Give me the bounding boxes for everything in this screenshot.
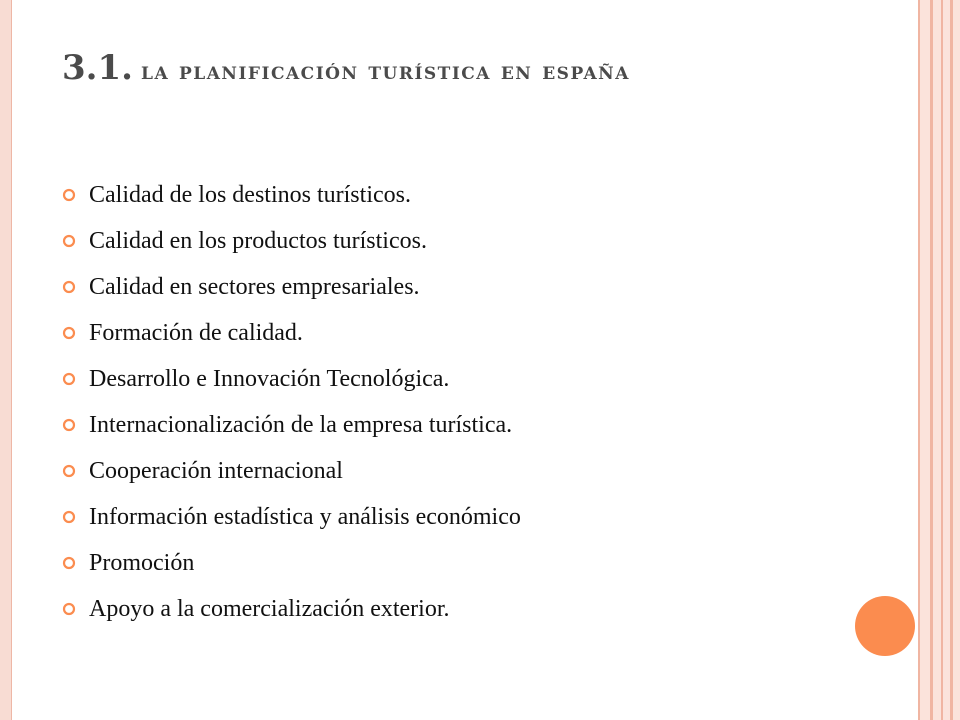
bullet-text: Información estadística y análisis económico — [89, 503, 521, 530]
bullet-item — [62, 494, 882, 540]
bullet-text: Formación de calidad. — [89, 319, 303, 346]
bullet-text: Desarrollo e Innovación Tecnológica. — [89, 365, 450, 392]
open-circle-bullet-icon — [62, 418, 76, 432]
right-stripe — [918, 0, 920, 720]
bullet-list — [62, 172, 882, 632]
open-circle-bullet-icon — [62, 280, 76, 294]
right-stripe — [930, 0, 933, 720]
open-circle-bullet-icon — [62, 234, 76, 248]
bullet-text: Calidad en los productos turísticos. — [89, 227, 427, 254]
bullet-text: Promoción — [89, 549, 195, 576]
left-border-decoration — [0, 0, 12, 720]
bullet-item — [62, 218, 882, 264]
open-circle-bullet-icon — [62, 464, 76, 478]
right-border-decoration — [918, 0, 960, 720]
open-circle-bullet-icon — [62, 188, 76, 202]
bullet-text: Apoyo a la comercialización exterior. — [89, 595, 450, 622]
bullet-item — [62, 402, 882, 448]
bullet-item — [62, 448, 882, 494]
open-circle-bullet-icon — [62, 326, 76, 340]
open-circle-bullet-icon — [62, 372, 76, 386]
open-circle-bullet-icon — [62, 556, 76, 570]
bullet-item — [62, 356, 882, 402]
open-circle-bullet-icon — [62, 602, 76, 616]
bullet-item — [62, 264, 882, 310]
right-stripe — [941, 0, 943, 720]
bullet-item — [62, 172, 882, 218]
bullet-item — [62, 310, 882, 356]
slide-title — [62, 44, 842, 98]
title-number: 3.1. — [62, 48, 133, 88]
title-text: la planificación turística en españa — [141, 56, 630, 85]
bullet-item — [62, 586, 882, 632]
bullet-text: Internacionalización de la empresa turística. — [89, 411, 513, 438]
bullet-text: Calidad de los destinos turísticos. — [89, 181, 411, 208]
open-circle-bullet-icon — [62, 510, 76, 524]
right-stripe — [950, 0, 953, 720]
bullet-item — [62, 540, 882, 586]
bullet-text: Cooperación internacional — [89, 457, 343, 484]
bullet-text: Calidad en sectores empresariales. — [89, 273, 420, 300]
